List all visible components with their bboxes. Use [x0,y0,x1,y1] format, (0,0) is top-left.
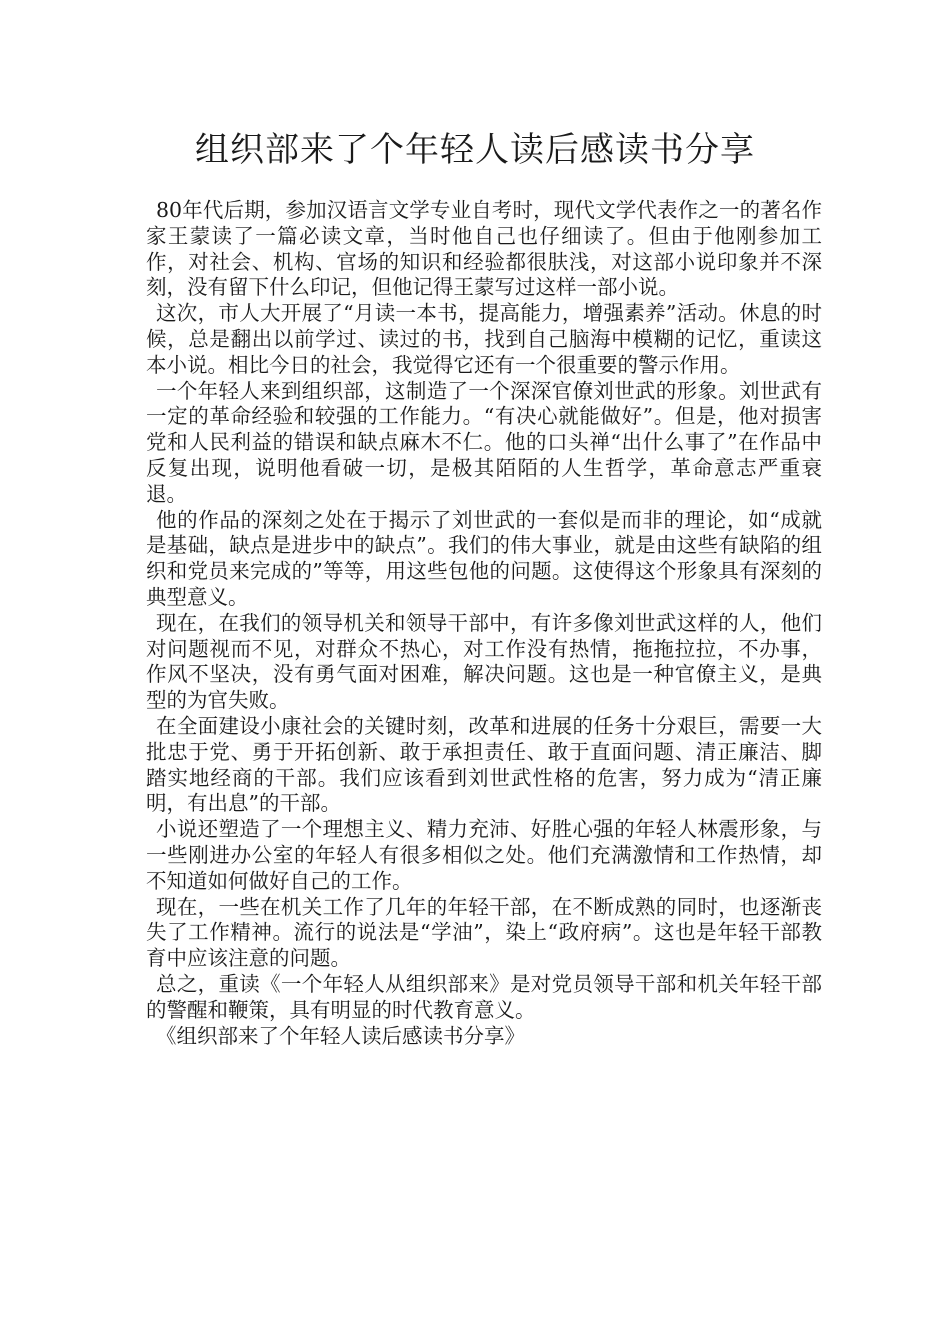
paragraph: 现在，一些在机关工作了几年的年轻干部，在不断成熟的同时，也逐渐丧失了工作精神。流行的说法是“学油”，染上“政府病”。这也是年轻干部教育中应该注意的问题。 [146,894,822,971]
closing-title-line: 《组织部来了个年轻人读后感读书分享》 [156,1023,525,1048]
paragraph: 80年代后期，参加汉语言文学专业自考时，现代文学代表作之一的著名作家王蒙读了一篇必读文章，当时他自己也仔细读了。但由于他刚参加工作，对社会、机构、官场的知识和经验都很肤浅，对这部小说印象并不深刻，没有留下什么印记，但他记得王蒙写过这样一部小说。 [146,198,822,300]
document-title: 组织部来了个年轻人读后感读书分享 [195,130,755,170]
paragraph: 现在，在我们的领导机关和领导干部中，有许多像刘世武这样的人，他们对问题视而不见，对群众不热心，对工作没有热情，拖拖拉拉，不办事，作风不坚决，没有勇气面对困难，解决问题。这也是一种官僚主义，是典型的为官失败。 [146,610,822,713]
paragraph: 小说还塑造了一个理想主义、精力充沛、好胜心强的年轻人林震形象，与一些刚进办公室的年轻人有很多相似之处。他们充满激情和工作热情，却不知道如何做好自己的工作。 [146,817,822,893]
paragraph: 在全面建设小康社会的关键时刻，改革和进展的任务十分艰巨，需要一大批忠于党、勇于开拓创新、敢于承担责任、敢于直面问题、清正廉洁、脚踏实地经商的干部。我们应该看到刘世武性格的危害，努力成为“清正廉明，有出息”的干部。 [146,713,822,816]
paragraph: 一个年轻人来到组织部，这制造了一个深深官僚刘世武的形象。刘世武有一定的革命经验和较强的工作能力。“有决心就能做好”。但是，他对损害党和人民利益的错误和缺点麻木不仁。他的口头禅“出什么事了”在作品中反复出现，说明他看破一切，是极其陌陌的人生哲学，革命意志严重衰退。 [146,378,822,506]
document-body [146,198,822,1049]
paragraph: 总之，重读《一个年轻人从组织部来》是对党员领导干部和机关年轻干部的警醒和鞭策，具有明显的时代教育意义。 [146,971,822,1022]
paragraph: 他的作品的深刻之处在于揭示了刘世武的一套似是而非的理论，如“成就是基础，缺点是进步中的缺点”。我们的伟大事业，就是由这些有缺陷的组织和党员来完成的”等等，用这些包他的问题。这使得这个形象具有深刻的典型意义。 [146,507,822,609]
paragraph: 这次，市人大开展了“月读一本书，提高能力，增强素养”活动。休息的时候，总是翻出以前学过、读过的书，找到自己脑海中模糊的记忆，重读这本小说。相比今日的社会，我觉得它还有一个很重要的警示作用。 [146,301,822,377]
